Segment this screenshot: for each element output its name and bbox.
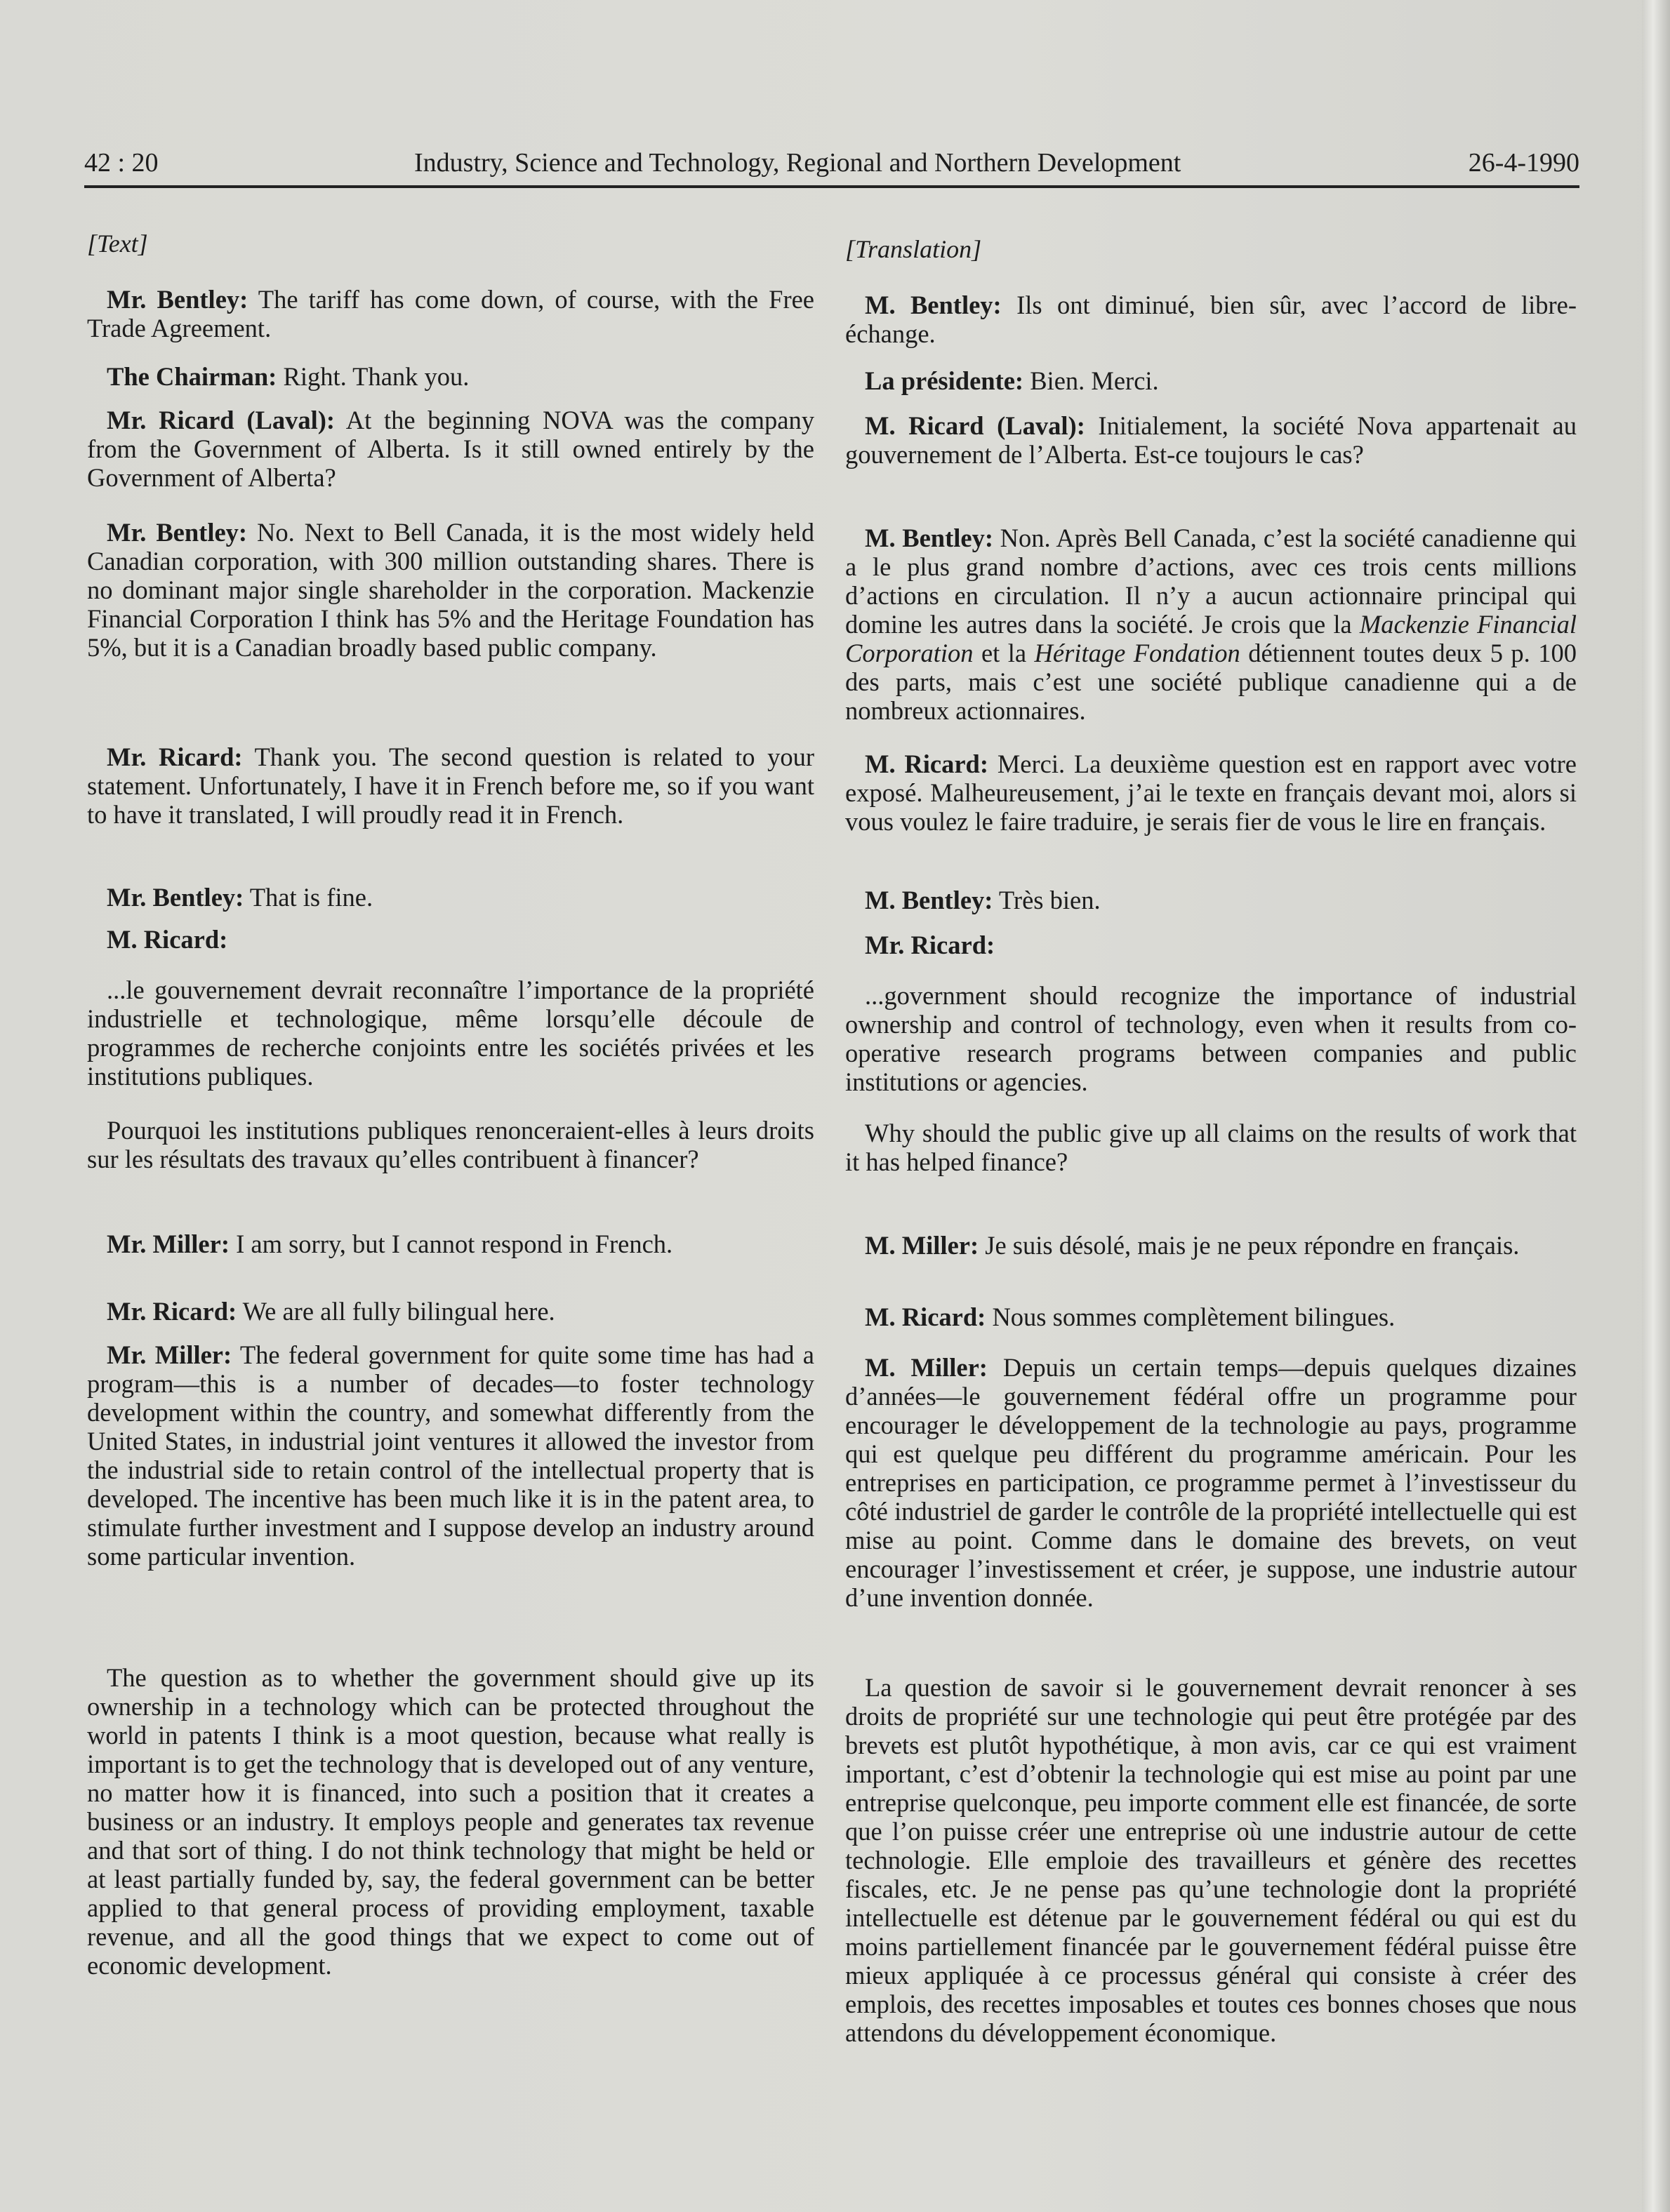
speaker-label: M. Ricard: [865,1302,986,1331]
speech-text: Depuis un certain temps—depuis quelques dizaines d’années—le gouvernement fédéral offre un programme pour encourager le développement de la technologie au pays, programme qui est quelque peu différent du programme américain. Pour les entreprises en participation, ce programme permet à l’investisseur du côté industriel de garder le contrôle de la propriété intellectuelle qui est mise au point. Comme dans le domaine des brevets, on veut encourager l’investissement et créer, je suppose, une industrie autour d’une invention donnée. [845,1353,1577,1612]
speaker-label: Mr. Bentley: [107,883,244,912]
speech-text: At the beginning NOVA was the company from the Government of Alberta. Is it still owned entirely by the Government of Alberta? [87,406,814,492]
speech-text: détiennent toutes deux 5 p. 100 des parts, mais c’est une société publique canadienne qui a de nombreux actionnaires. [845,639,1577,725]
translation-marker: [Translation] [845,235,982,263]
foundation-name: Héritage Fondation [1034,639,1240,667]
speaker-label: M. Bentley: [865,886,993,914]
transcript-paragraph [845,1353,1577,1612]
speech-text: The tariff has come down, of course, with the Free Trade Agreement. [87,285,815,342]
transcript-paragraph [845,524,1577,725]
speech-text: Initialement, la société Nova appartenait au gouvernement de l’Alberta. Est-ce toujours le cas? [845,411,1577,469]
speaker-label: M. Bentley: [865,291,1002,319]
transcript-paragraph [845,1231,1577,1260]
transcript-paragraph [845,749,1577,836]
speech-text: Right. Thank you. [277,362,470,391]
running-header [84,147,1579,187]
speaker-label: Mr. Ricard: [107,742,243,771]
transcript-paragraph [87,742,814,829]
speech-text: et la [973,639,1035,667]
transcript-paragraph [845,291,1577,348]
text-marker: [Text] [87,229,148,258]
header-date: 26-4-1990 [1468,148,1579,178]
transcript-paragraph [87,1340,814,1571]
quoted-paragraph: Pourquoi les institutions publiques renonceraient-elles à leurs droits sur les résultats des travaux qu’elles contribuent à financer? [87,1116,814,1173]
speaker-label: M. Ricard (Laval): [865,411,1085,440]
transcript-paragraph [845,366,1577,395]
quoted-paragraph: ...le gouvernement devrait reconnaître l’importance de la propriété industrielle et technologique, même lorsqu’elle découle de programmes de recherche conjoints entre les sociétés privées et les institutions publiques. [87,975,814,1091]
transcript-paragraph [87,1230,814,1258]
transcript-paragraph [87,1297,814,1326]
speech-text: Thank you. The second question is related to your statement. Unfortunately, I have it in French before me, so if you want to have it translated, I will proudly read it in French. [87,742,814,829]
speaker-label: M. Bentley: [865,524,993,552]
transcript-paragraph [845,886,1577,914]
quoted-paragraph: ...government should recognize the importance of industrial ownership and control of technology, even when it results from co-operative research programs between companies and public institutions or agencies. [845,981,1577,1096]
transcript-paragraph [87,518,814,662]
transcript-paragraph: La question de savoir si le gouvernement devrait renoncer à ses droits de propriété sur une technologie qui peut être protégée par des brevets est plutôt hypothétique, à mon avis, car ce qui est vraiment important, c’est d’obtenir la technologie qui est mise au point par une entreprise quelconque, peu importe comment elle est financée, de sorte que l’on puisse créer une entreprise où une industrie autour de cette technologie. Elle emploie des travailleurs et génère des recettes fiscales, etc. Je ne pense pas qu’une technologie dont la propriété intellectuelle est détenue par le gouvernement fédéral ou qui est du moins partiellement financée par le gouvernement fédéral puisse être mieux appliquée à ce processus général qui consiste à créer des emplois, des recettes imposables et toutes ces bonnes choses que nous attendons du développement économique. [845,1673,1577,2047]
speaker-label: M. Ricard: [865,749,989,778]
header-rule [84,185,1579,188]
quoted-paragraph: Why should the public give up all claims on the results of work that it has helped finance? [845,1119,1577,1176]
speaker-label: La présidente: [865,366,1024,395]
speaker-label: Mr. Bentley: [107,518,248,547]
speech-text: Très bien. [993,886,1101,914]
speech-text: We are all fully bilingual here. [237,1297,555,1326]
speaker-label: Mr. Miller: [107,1230,230,1258]
transcript-paragraph [87,406,814,492]
transcript-paragraph: The question as to whether the government should give up its ownership in a technology which can be protected throughout the world in patents I think is a moot question, because what really is important is to get the technology that is developed out of any venture, no matter how it is financed, into such a position that it creates a business or an industry. It employs people and generates tax revenue and that sort of thing. I do not think technology that might be held or at least partially funded by, say, the federal government can be better applied to that general process of providing employment, taxable revenue, and all the good things that we expect to come out of economic development. [87,1663,814,1980]
company-name: Mackenzie Financial Corporation [845,610,1577,667]
page-edge [1642,0,1670,2212]
speech-text: I am sorry, but I cannot respond in French. [229,1230,673,1258]
speech-text: Ils ont diminué, bien sûr, avec l’accord de libre-échange. [845,291,1577,348]
transcript-paragraph [87,925,814,954]
transcript-paragraph [87,285,814,342]
speaker-label: Mr. Miller: [107,1340,232,1369]
speech-text: Bien. Merci. [1023,366,1159,395]
speaker-label: M. Miller: [865,1231,979,1260]
speech-text: Merci. La deuxième question est en rapport avec votre exposé. Malheureusement, j’ai le texte en français devant moi, alors si vous voulez le faire traduire, je serais fier de vous le lire en français. [845,749,1577,836]
speech-text: Nous sommes complètement bilingues. [986,1302,1396,1331]
speaker-label: Mr. Ricard: [107,1297,237,1326]
speech-text: No. Next to Bell Canada, it is the most widely held Canadian corporation, with 300 million outstanding shares. There is no dominant major single shareholder in the corporation. Mackenzie Financial Corporation I think has 5% and the Heritage Foundation has 5%, but it is a Canadian broadly based public company. [87,518,814,662]
page-number: 42 : 20 [84,148,159,178]
speaker-label: M. Miller: [865,1353,988,1382]
transcript-paragraph [87,883,814,912]
speaker-label: Mr. Ricard: [865,931,995,959]
speech-text: That is fine. [244,883,373,912]
transcript-paragraph [845,1302,1577,1331]
speech-text: Non. Après Bell Canada, c’est la société canadienne qui a le plus grand nombre d’actions, avec ces trois cents millions d’actions en circulation. Il n’y a aucun actionnaire principal qui domine les autres dans la société. Je crois que la [845,524,1577,639]
speech-text: Je suis désolé, mais je ne peux répondre en français. [979,1231,1520,1260]
speaker-label: The Chairman: [107,362,277,391]
speaker-label: M. Ricard: [107,925,228,954]
header-title: Industry, Science and Technology, Regional and Northern Development [414,148,1181,178]
transcript-paragraph [845,931,1577,959]
speaker-label: Mr. Ricard (Laval): [107,406,336,434]
speech-text: The federal government for quite some time has had a program—this is a number of decades—to foster technology development within the country, and somewhat differently from the United States, in industrial joint ventures it allowed the investor from the industrial side to retain control of the intellectual property that is developed. The incentive has been much like it is in the patent area, to stimulate further investment and I suppose develop an industry around some particular invention. [87,1340,814,1571]
transcript-paragraph [845,411,1577,469]
transcript-paragraph [87,362,814,391]
speaker-label: Mr. Bentley: [107,285,248,314]
